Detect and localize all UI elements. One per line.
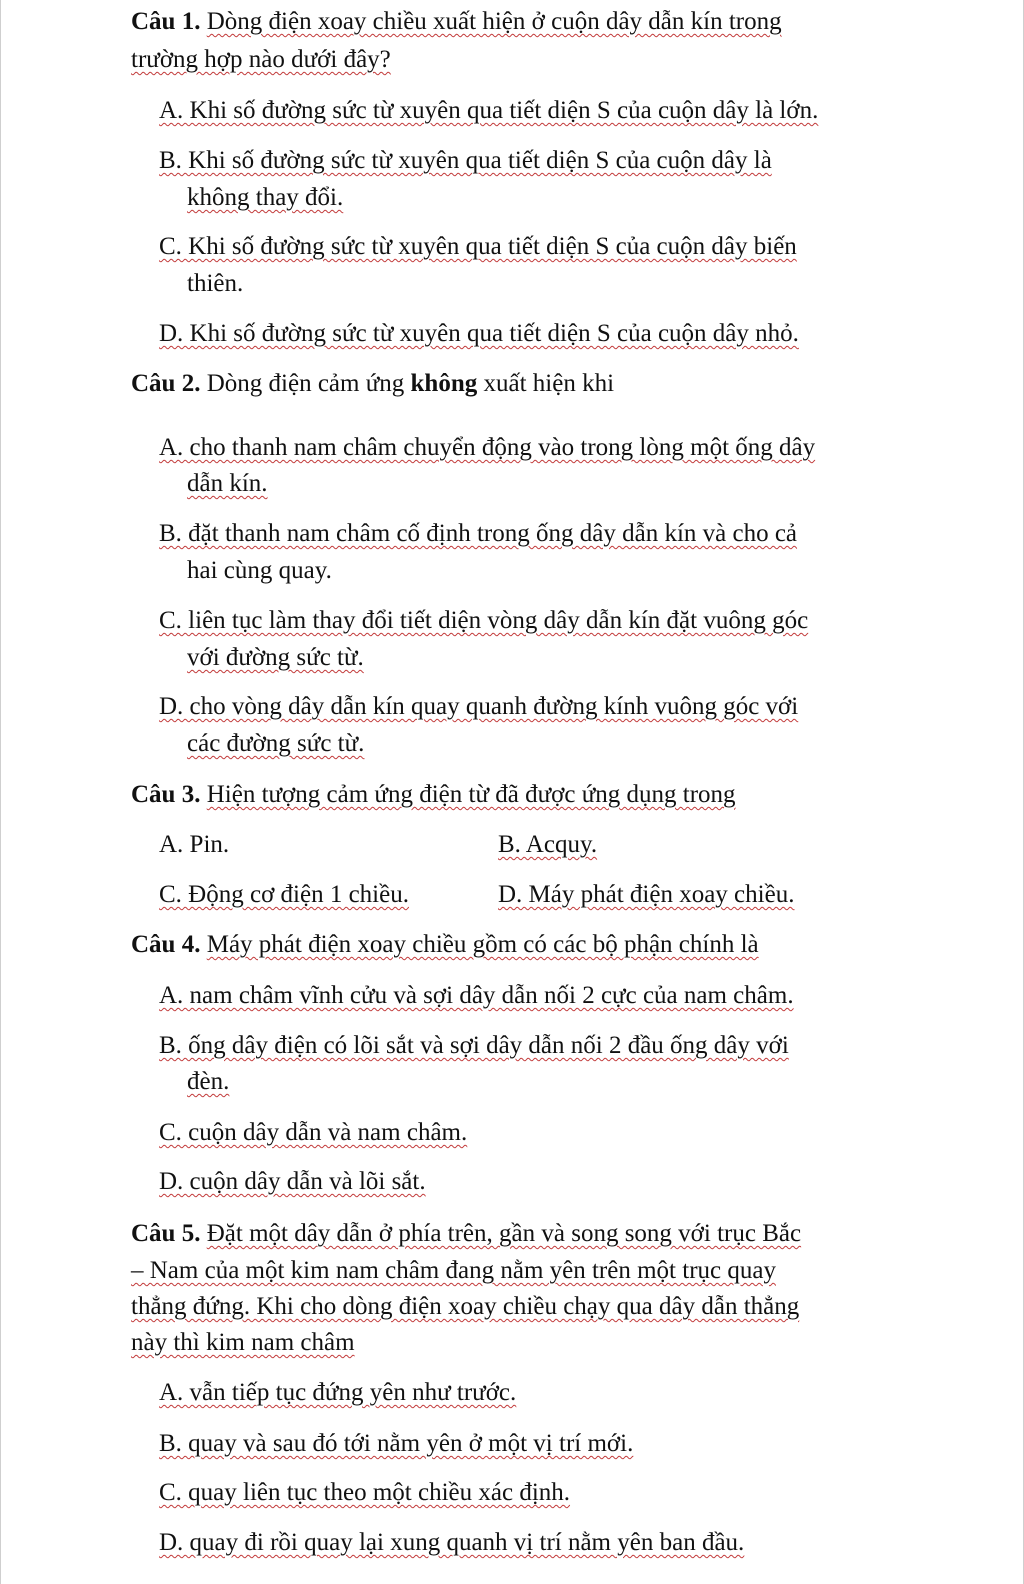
- question-2-number: Câu 2.: [131, 370, 201, 397]
- question-2-stem-pre: Dòng điện cảm ứng: [206, 370, 405, 397]
- question-1-option-d: D. Khi số đường sức từ xuyên qua tiết diện S của cuộn dây nhỏ.: [159, 320, 799, 347]
- question-3-option-d: D. Máy phát điện xoay chiều.: [498, 881, 795, 908]
- question-2-option-b: B. đặt thanh nam châm cố định trong ống dây dẫn kín và cho cả: [159, 520, 798, 547]
- question-5-option-b: B. quay và sau đó tới nằm yên ở một vị trí mới.: [159, 1430, 634, 1457]
- question-2-option-c: C. liên tục làm thay đổi tiết diện vòng dây dẫn kín đặt vuông góc: [159, 607, 809, 634]
- question-2-option-a-cont: dẫn kín.: [187, 470, 268, 497]
- question-4-option-c: C. cuộn dây dẫn và nam châm.: [159, 1119, 468, 1146]
- question-1-option-c: C. Khi số đường sức từ xuyên qua tiết diện S của cuộn dây biến: [159, 233, 797, 260]
- question-3-number: Câu 3.: [131, 781, 201, 808]
- question-1-option-a: A. Khi số đường sức từ xuyên qua tiết diện S của cuộn dây là lớn.: [159, 97, 819, 124]
- question-1-stem-line-1: [131, 7, 782, 37]
- question-5-stem-line-2: – Nam của một kim nam châm đang nằm yên trên một trục quay: [131, 1257, 776, 1284]
- question-1-option-c-cont: thiên.: [187, 270, 244, 297]
- question-3-option-c: C. Động cơ điện 1 chiều.: [159, 881, 409, 908]
- question-3-option-b: B. Acquy.: [498, 831, 598, 858]
- question-2-stem-post: xuất hiện khi: [483, 370, 615, 397]
- question-4-option-b: B. ống dây điện có lõi sắt và sợi dây dẫn nối 2 đầu ống dây với: [159, 1032, 789, 1059]
- question-4-option-d: D. cuộn dây dẫn và lõi sắt.: [159, 1168, 426, 1195]
- question-5-number: Câu 5.: [131, 1220, 201, 1247]
- question-1-option-b-cont: không thay đổi.: [187, 184, 344, 211]
- question-1-option-b: B. Khi số đường sức từ xuyên qua tiết diện S của cuộn dây là: [159, 147, 772, 174]
- question-5-stem-text: Đặt một dây dẫn ở phía trên, gần và song song với trục Bắc: [206, 1220, 802, 1247]
- question-2-stem-bold: không: [410, 370, 478, 397]
- question-1-stem-text: Dòng điện xoay chiều xuất hiện ở cuộn dây dẫn kín trong: [206, 8, 782, 35]
- question-2-option-d-cont: các đường sức từ.: [187, 730, 365, 757]
- question-5-stem-line-4: này thì kim nam châm: [131, 1329, 355, 1356]
- question-1-stem-line-2: trường hợp nào dưới đây?: [131, 46, 391, 73]
- question-5-option-a: A. vẫn tiếp tục đứng yên như trước.: [159, 1379, 517, 1406]
- question-4-option-a: A. nam châm vĩnh cửu và sợi dây dẫn nối 2 cực của nam châm.: [159, 982, 794, 1009]
- question-4-option-b-cont: đèn.: [187, 1068, 230, 1095]
- question-4-stem: [131, 930, 759, 960]
- question-2-stem: [131, 369, 614, 399]
- question-2-option-a: A. cho thanh nam châm chuyển động vào trong lòng một ống dây: [159, 434, 816, 461]
- question-5-stem-line-1: [131, 1219, 801, 1249]
- question-5-option-c: C. quay liên tục theo một chiều xác định.: [159, 1479, 571, 1506]
- question-5-option-d: D. quay đi rồi quay lại xung quanh vị trí nằm yên ban đầu.: [159, 1529, 745, 1556]
- question-2-option-b-cont: hai cùng quay.: [187, 557, 332, 584]
- question-2-option-c-cont: với đường sức từ.: [187, 644, 364, 671]
- question-3-stem: [131, 780, 736, 810]
- question-3-option-a: A. Pin.: [159, 831, 230, 858]
- question-2-option-d: D. cho vòng dây dẫn kín quay quanh đường kính vuông góc với: [159, 693, 799, 720]
- question-4-stem-text: Máy phát điện xoay chiều gồm có các bộ phận chính là: [206, 931, 759, 958]
- question-3-stem-text: Hiện tượng cảm ứng điện từ đã được ứng dụng trong: [206, 781, 736, 808]
- question-4-number: Câu 4.: [131, 931, 201, 958]
- question-5-stem-line-3: thẳng đứng. Khi cho dòng điện xoay chiều chạy qua dây dẫn thẳng: [131, 1293, 800, 1320]
- question-1-number: Câu 1.: [131, 8, 201, 35]
